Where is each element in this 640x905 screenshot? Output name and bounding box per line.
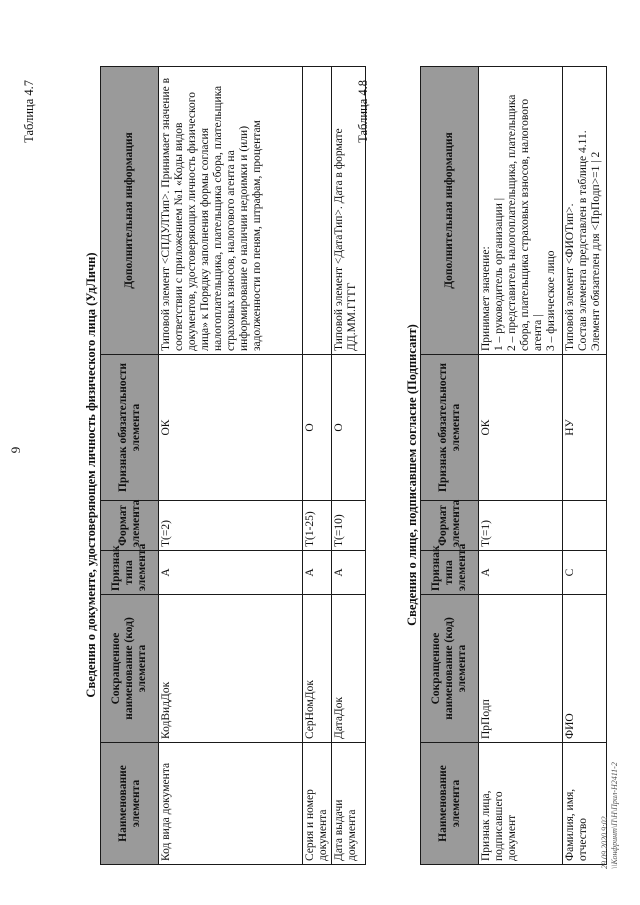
element-format-cell: Т(1-25)	[303, 501, 332, 551]
element-info-cell	[563, 67, 607, 355]
table-row	[303, 67, 332, 865]
info-line: Состав элемента представлен в таблице 4.11.	[577, 130, 589, 351]
element-type-cell: А	[479, 551, 563, 595]
element-code-cell: КодВидДок	[159, 595, 303, 743]
header-cell: Формат элемента	[421, 501, 479, 551]
element-required-cell: ОК	[479, 355, 563, 501]
element-required-cell: О	[303, 355, 332, 501]
element-format-cell: Т(=1)	[479, 501, 563, 551]
element-info-cell: Типовой элемент <СПДУЛТип>. Принимает значение в соответствии с приложением №1 «Коды видов документов, удостоверяющих личность физического лица» к Порядку заполнения формы согласия налогоплательщика, плательщика сбора, плательщика страховых взносов, налогового агента на информирование о наличии недоимки и (или) задолженности по пеням, штрафам, процентам	[159, 67, 303, 355]
header-cell: Признак типа элемента	[101, 551, 159, 595]
header-cell: Формат элемента	[101, 501, 159, 551]
info-line: 1 – руководитель организации |	[493, 197, 505, 351]
element-type-cell: А	[303, 551, 332, 595]
info-line: Принимает значение:	[480, 246, 492, 351]
element-info-cell: Типовой элемент <ДатаТип>. Дата в формате ДД.ММ.ГГГГ	[332, 67, 366, 355]
element-info-cell	[479, 67, 563, 355]
element-type-cell: С	[563, 551, 607, 595]
header-cell: Признак обязательности элемента	[421, 355, 479, 501]
element-info-cell	[303, 67, 332, 355]
footer-stamp	[600, 569, 620, 869]
element-name-cell: Серия и номер документа	[303, 743, 332, 865]
info-line: 3 – физическое лицо	[545, 250, 557, 351]
header-cell: Наименование элемента	[101, 743, 159, 865]
element-required-cell: НУ	[563, 355, 607, 501]
element-format-cell: Т(=10)	[332, 501, 366, 551]
table-4-7-title: Сведения о документе, удостоверяющем личность физического лица (УдЛичн)	[84, 252, 98, 698]
table-row	[479, 67, 563, 865]
info-line: Элемент обязателен для <ПрПодп>=1 | 2	[590, 151, 602, 351]
element-required-cell: О	[332, 355, 366, 501]
element-code-cell: СерНомДок	[303, 595, 332, 743]
footer-timestamp: 29.09.2020 9:02	[600, 816, 609, 869]
info-line: 2 – представитель налогоплательщика, плательщика сбора, плательщика страховых взносов, налогового агента |	[506, 94, 544, 351]
element-name-cell: Признак лица, подписавшего документ	[479, 743, 563, 865]
header-cell: Дополнительная информация	[101, 67, 159, 355]
element-format-cell: Т(=2)	[159, 501, 303, 551]
footer-file-path: \\Конфринт\П\Н\Прил-Н2411-2	[610, 762, 619, 869]
table-4-8	[420, 66, 607, 865]
header-cell: Сокращенное наименование (код) элемента	[101, 595, 159, 743]
table-row	[159, 67, 303, 865]
header-cell: Наименование элемента	[421, 743, 479, 865]
header-cell: Дополнительная информация	[421, 67, 479, 355]
table-4-7	[100, 66, 366, 865]
element-name-cell: Код вида документа	[159, 743, 303, 865]
page-number: 9	[8, 446, 23, 454]
header-cell: Признак типа элемента	[421, 551, 479, 595]
table-4-8-title: Сведения о лице, подписавшем согласие (Подписант)	[405, 324, 419, 626]
element-code-cell: ДатаДок	[332, 595, 366, 743]
element-type-cell: А	[332, 551, 366, 595]
header-cell: Сокращенное наименование (код) элемента	[421, 595, 479, 743]
table-header-row	[101, 67, 159, 865]
table-4-7-label: Таблица 4.7	[22, 80, 36, 143]
header-cell: Признак обязательности элемента	[101, 355, 159, 501]
table-4-8-label: Таблица 4.8	[356, 80, 370, 143]
element-code-cell: ФИО	[563, 595, 607, 743]
element-required-cell: ОК	[159, 355, 303, 501]
table-header-row	[421, 67, 479, 865]
element-code-cell: ПрПодп	[479, 595, 563, 743]
element-name-cell: Дата выдачи документа	[332, 743, 366, 865]
element-name-cell: Фамилия, имя, отчество	[563, 743, 607, 865]
element-format-cell	[563, 501, 607, 551]
info-line: Типовой элемент <ФИОТип>.	[564, 203, 576, 351]
element-type-cell: А	[159, 551, 303, 595]
